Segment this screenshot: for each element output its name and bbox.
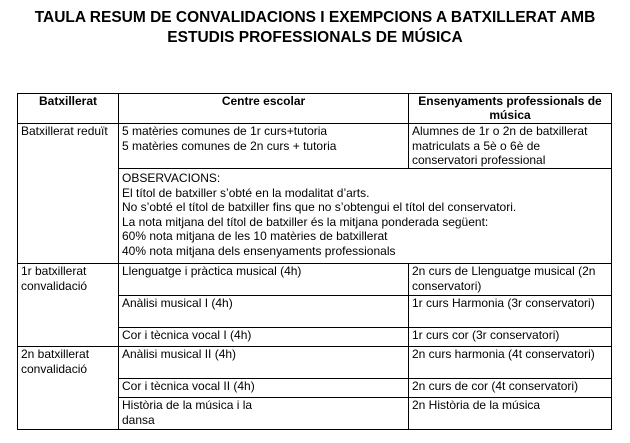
observacions-line-5: 60% nota mitjana de les 10 matèries de batxillerat	[122, 229, 388, 243]
cell-ensenyaments-primer-2: 1r curs Harmonia (3r conservatori)	[409, 296, 612, 328]
cell-ensenyaments-segon-2: 2n curs de cor (4t conservatori)	[409, 379, 612, 398]
cell-centre-primer-3: Cor i tècnica vocal I (4h)	[119, 328, 409, 347]
cell-ensenyaments-segon-1: 2n curs harmonia (4t conservatori)	[409, 347, 612, 379]
row-label-primer: 1r batxillerat convalidació	[18, 264, 119, 347]
convalidacions-table	[17, 93, 612, 430]
table-row-segon-1	[18, 347, 612, 379]
document-title-line-1: TAULA RESUM DE CONVALIDACIONS I EXEMPCIONS A BATXILLERAT AMB	[34, 9, 596, 26]
cell-centre-segon-2: Cor i tècnica vocal II (4h)	[119, 379, 409, 398]
cell-observacions	[119, 169, 612, 264]
observacions-line-3: No s’obté el títol de batxiller fins que no s’obtengui el títol del conservatori.	[122, 200, 517, 214]
cell-centre-primer-2: Anàlisi musical I (4h)	[119, 296, 409, 328]
cell-centre-reduit	[119, 124, 409, 169]
cell-ensenyaments-primer-3: 1r curs cor (3r conservatori)	[409, 328, 612, 347]
row-label-reduit: Batxillerat reduït	[18, 124, 119, 264]
row-label-segon: 2n batxillerat convalidació	[18, 347, 119, 430]
cell-ensenyaments-reduit: Alumnes de 1r o 2n de batxillerat matriculats a 5è o 6è de conservatori professional	[409, 124, 612, 169]
document-title-line-2: ESTUDIS PROFESSIONALS DE MÚSICA	[167, 29, 463, 46]
cell-ensenyaments-primer-1: 2n curs de Llenguatge musical (2n conservatori)	[409, 264, 612, 296]
centre-reduit-line-2: 5 matèries comunes de 2n curs + tutoria	[122, 138, 337, 153]
table-row-primer-1	[18, 264, 612, 296]
header-batxillerat: Batxillerat	[18, 94, 119, 124]
centre-reduit-line-1: 5 matèries comunes de 1r curs+tutoria	[122, 124, 328, 138]
observacions-line-4: La nota mitjana del títol de batxiller és la mitjana ponderada següent:	[122, 214, 489, 229]
header-centre-escolar: Centre escolar	[119, 94, 409, 124]
observacions-heading: OBSERVACIONS:	[122, 171, 221, 185]
table-header-row	[18, 94, 612, 124]
header-ensenyaments: Ensenyaments professionals de música	[409, 94, 612, 124]
cell-centre-primer-1: Llenguatge i pràctica musical (4h)	[119, 264, 409, 296]
table-row-reduit	[18, 124, 612, 169]
observacions-line-2: El títol de batxiller s’obté en la modalitat d’arts.	[122, 185, 370, 200]
cell-centre-segon-3: Història de la música i la dansa	[119, 398, 409, 430]
cell-centre-segon-1: Anàlisi musical II (4h)	[119, 347, 409, 379]
cell-ensenyaments-segon-3: 2n Història de la música	[409, 398, 612, 430]
observacions-line-6: 40% nota mitjana dels ensenyaments professionals	[122, 243, 396, 258]
